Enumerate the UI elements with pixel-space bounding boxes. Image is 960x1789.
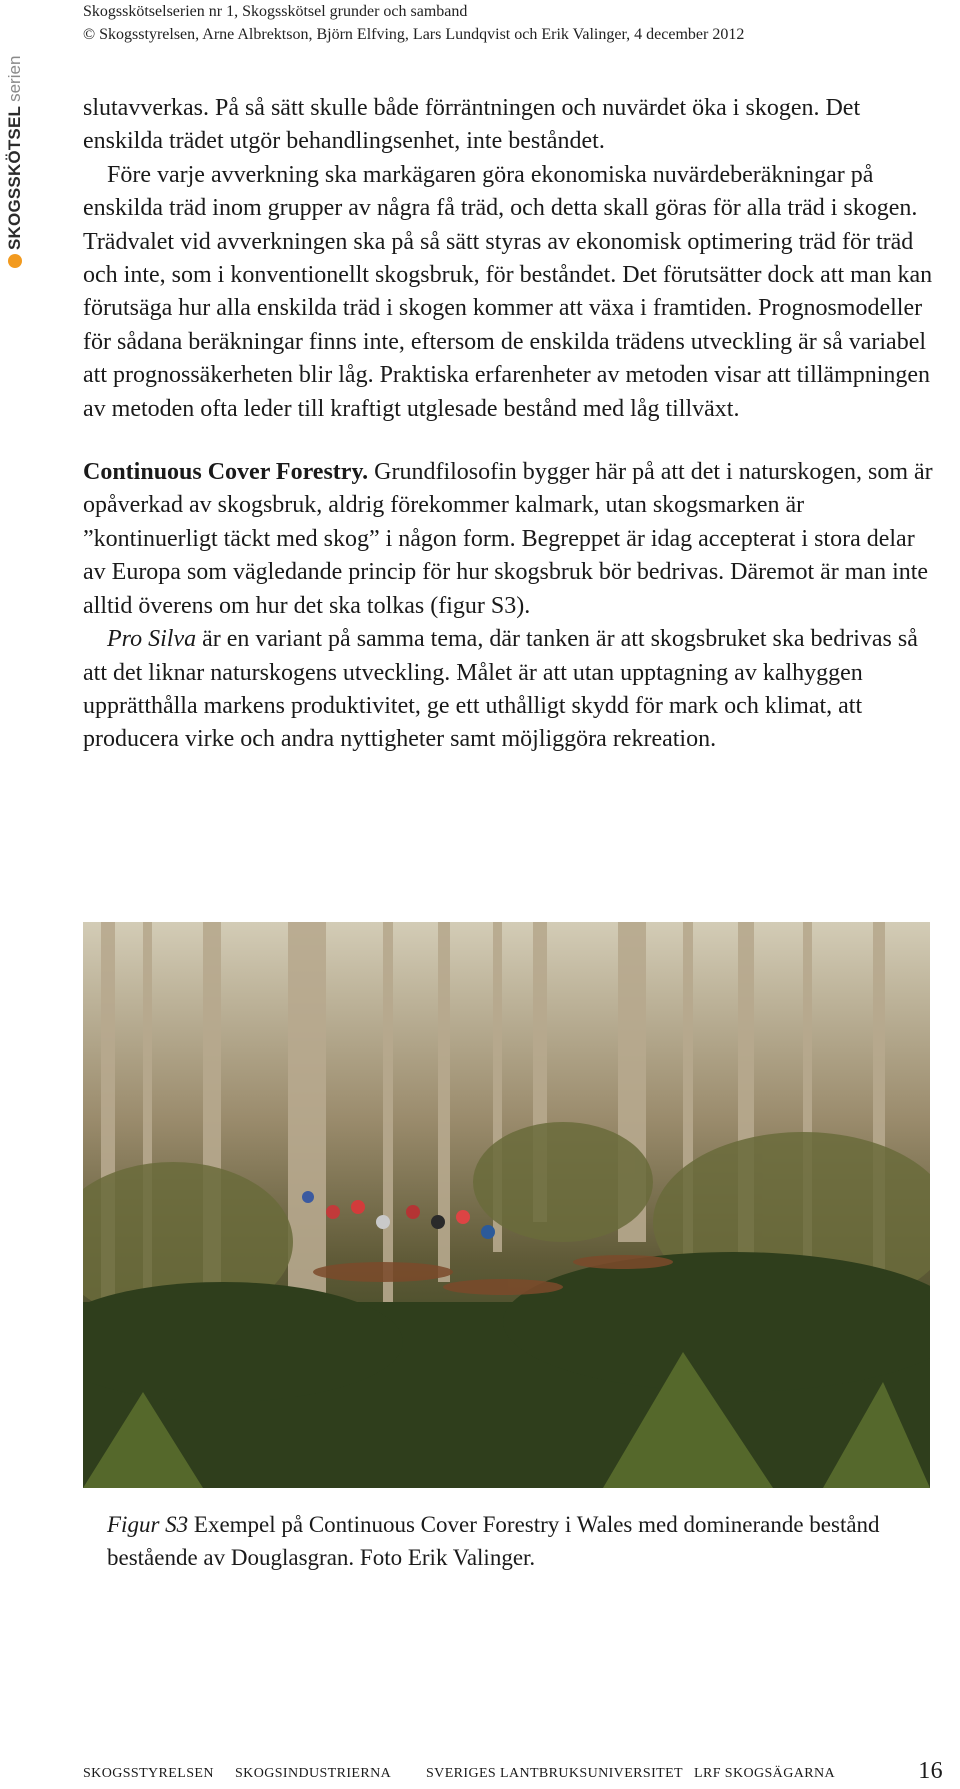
paragraph-4: [83, 623, 943, 757]
figure-caption-text: Exempel på Continuous Cover Forestry i Wales med dominerande bestånd bestående av Douglasgran. Foto Erik Valinger.: [107, 1512, 880, 1570]
paragraph-4-lead: Pro Silva: [107, 626, 197, 653]
series-title: Skogsskötselserien nr 1, Skogsskötsel grunder och samband: [83, 3, 468, 20]
page-number: 16: [918, 1758, 943, 1784]
brand-dot-icon: [8, 254, 22, 268]
running-header: [83, 0, 744, 46]
figure-caption: [107, 1508, 907, 1574]
footer-org-slu: SVERIGES LANTBRUKSUNIVERSITET: [426, 1766, 683, 1781]
footer-org-skogsindustrierna: SKOGSINDUSTRIERNA: [235, 1766, 392, 1781]
copyright-line: © Skogsstyrelsen, Arne Albrektson, Björn Elfving, Lars Lundqvist och Erik Valinger, 4 december 2012: [83, 26, 745, 43]
paragraph-4-text: är en variant på samma tema, där tanken är att skogsbruket ska bedrivas så att det liknar naturskogens utveckling. Målet är att utan upptagning av kalhyggen upprätthålla markens produktivitet, ge ett uthålligt skydd för mark och klimat, att producera virke och andra nyttigheter samt möjliggöra rekreation.: [83, 626, 918, 753]
paragraph-2: Före varje avverkning ska markägaren göra ekonomiska nuvärdeberäkningar på enskilda träd inom grupper av några få träd, och detta skall göras för alla träd i skogen. Trädvalet vid avverkningen ska på så sätt styras av ekonomisk optimering träd för träd och inte, som i konventionellt skogsbruk, för beståndet. Det förutsätter dock att man kan förutsäga hur alla enskilda träd i skogen kommer att växa i framtiden. Prognosmodeller för sådana beräkningar finns inte, eftersom de enskilda trädens utveckling är så variabel att prognossäkerheten blir låg. Praktiska erfarenheter av metoden visar att tillämpningen av metoden ofta leder till kraftigt utglesade bestånd med låg tillväxt.: [83, 161, 933, 422]
paragraph-1: slutavverkas. På så sätt skulle både förräntningen och nuvärdet öka i skogen. Det enskilda trädet utgör behandlingsenhet, inte beståndet.: [83, 95, 861, 155]
paragraph-3-lead: Continuous Cover Forestry.: [83, 459, 369, 486]
forest-photo: [83, 922, 930, 1488]
brand-main-text: SKOGSSKÖTSEL: [5, 105, 24, 250]
footer-org-skogsstyrelsen: SKOGSSTYRELSEN: [83, 1766, 214, 1781]
body-text: [83, 92, 943, 757]
footer-org-lrf: LRF SKOGSÄGARNA: [694, 1766, 835, 1781]
series-brand-vertical: [2, 28, 28, 268]
paragraph-3-text: Grundfilosofin bygger här på att det i naturskogen, som är opåverkad av skogsbruk, aldrig förekommer kalmark, utan skogsmarken är ”kontinuerligt täckt med skog” i någon form. Begreppet är idag accepterat i stora delar av Europa som vägledande princip för hur skogsbruk bör bedrivas. Däremot är man inte alltid överens om hur det ska tolkas (figur S3).: [83, 459, 933, 619]
brand-sub-text: serien: [5, 55, 24, 102]
paragraph-3: [83, 456, 943, 623]
figure-label: Figur S3: [107, 1512, 189, 1537]
forest-photo-illustration: [83, 922, 930, 1488]
page-footer: [83, 1758, 943, 1786]
